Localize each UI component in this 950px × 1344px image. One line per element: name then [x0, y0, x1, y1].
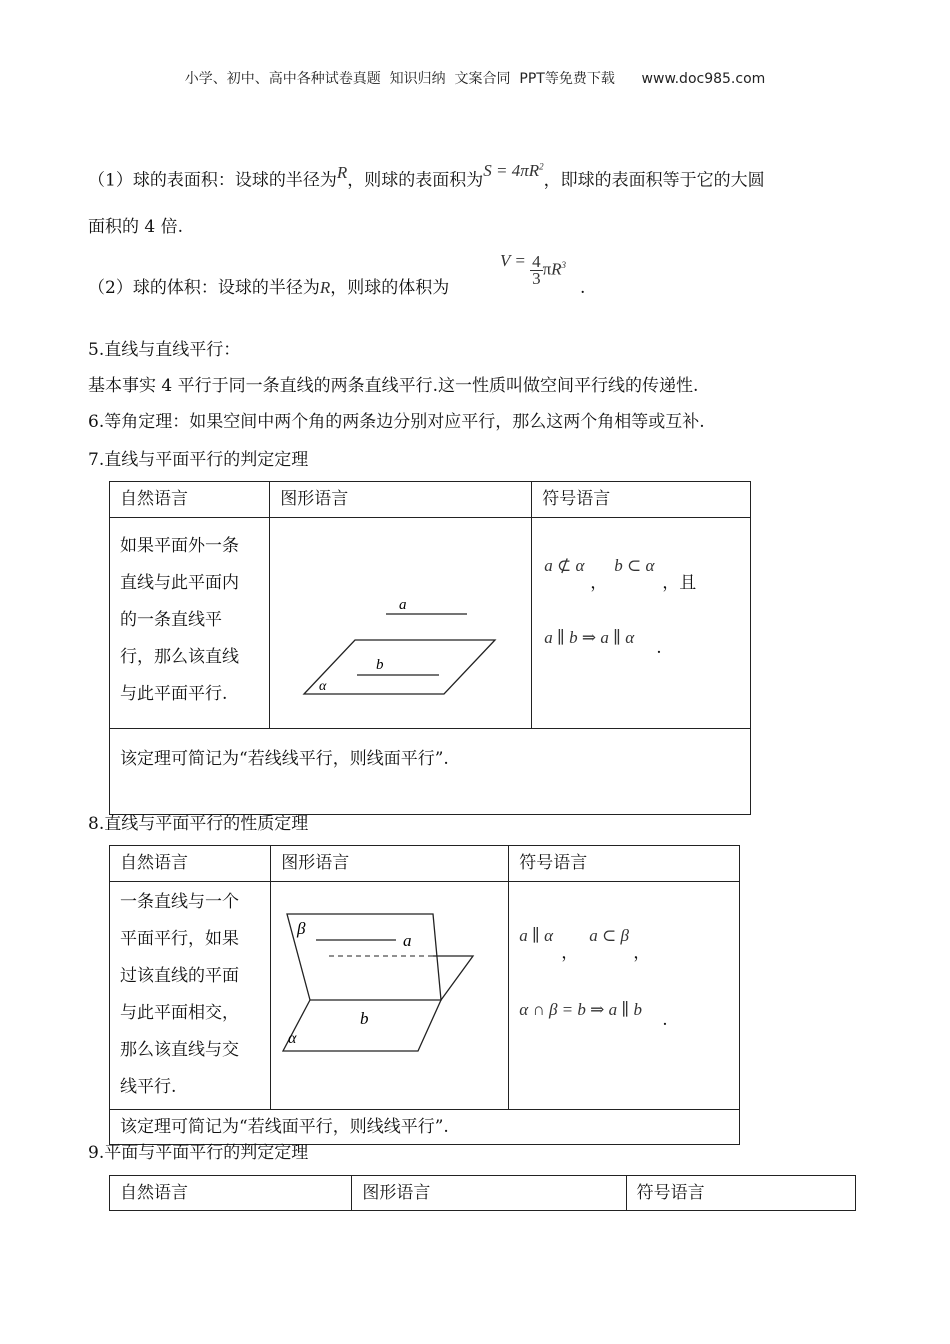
section-9-table [109, 1175, 856, 1211]
s8-natural-line: 平面平行，如果 [120, 929, 239, 949]
s8-head-symbol-text: 符号语言 [519, 853, 588, 873]
area-formula [483, 161, 543, 180]
sphere-area-line [88, 160, 765, 193]
s7-head-figure-text: 图形语言 [280, 489, 349, 509]
volume-formula-exp: 3 [561, 259, 567, 270]
s7-head-natural [110, 482, 270, 518]
page-header: 小学、初中、高中各种试卷真题 知识归纳 文案合同 PPT等免费下载 www.doc985.com [184, 71, 766, 87]
sphere-volume-prefix: （2）球的体积：设球的半径为 [88, 278, 320, 298]
section-6-body: 6.等角定理：如果空间中两个角的两条边分别对应平行，那么这两个角相等或互补. [88, 412, 705, 432]
section-7-title: 7.直线与平面平行的判定定理 [88, 450, 309, 470]
sphere-area-mid: ，则球的表面积为 [347, 170, 484, 191]
s7-head-symbol-text: 符号语言 [542, 489, 611, 509]
s7-natural-cell [110, 518, 270, 729]
s8-sym3-end: . [662, 1010, 668, 1030]
radius-symbol: R [336, 162, 348, 182]
s8-natural-text [110, 882, 270, 1106]
label-a: a [403, 931, 412, 950]
s7-natural-line: 行，那么该直线 [120, 647, 239, 667]
sphere-volume-line [88, 276, 449, 300]
volume-formula-pi: π [542, 259, 552, 279]
s8-natural-line: 一条直线与一个 [120, 892, 239, 912]
section-8-table [109, 845, 740, 1145]
s8-natural-cell [110, 882, 271, 1110]
label-alpha: α [319, 679, 327, 694]
s7-sym2: b ⊂ α [614, 556, 655, 575]
s8-figure-cell [271, 882, 509, 1110]
sphere-area-line2: 面积的 4 倍. [88, 217, 184, 237]
s7-natural-line: 如果平面外一条 [120, 536, 239, 556]
s7-figure-cell [270, 518, 532, 729]
label-b: b [376, 657, 384, 673]
s8-natural-line: 与此平面相交， [120, 1003, 239, 1023]
s7-natural-text [110, 518, 269, 713]
line-plane-parallel-figure [270, 518, 531, 723]
radius-symbol-2: R [319, 278, 331, 297]
s8-sym2-sep: ， [633, 943, 651, 963]
s8-sym3: α ∩ β = b ⇒ a ∥ b [519, 1000, 643, 1019]
volume-formula-lhs: V = [500, 251, 526, 271]
s7-head-symbol [532, 482, 751, 518]
section-8-title: 8.直线与平面平行的性质定理 [88, 814, 309, 834]
s8-head-natural-text: 自然语言 [120, 853, 188, 873]
s8-symbol-cell [509, 882, 740, 1110]
label-b: b [360, 1009, 369, 1028]
s8-head-natural [110, 846, 271, 882]
s7-head-figure [270, 482, 532, 518]
line-plane-property-figure [271, 882, 508, 1104]
s9-head-natural-text: 自然语言 [120, 1183, 188, 1203]
s7-note-cell [110, 729, 751, 815]
s8-natural-line: 线平行. [120, 1077, 177, 1097]
section-5-title: 5.直线与直线平行： [88, 340, 241, 360]
sphere-area-prefix: （1）球的表面积：设球的半径为 [88, 170, 337, 191]
s7-symbol-cell [532, 518, 751, 729]
s8-natural-line: 过该直线的平面 [120, 966, 239, 986]
sphere-volume-mid: ，则球的体积为 [330, 278, 450, 298]
s9-head-figure-text: 图形语言 [362, 1183, 431, 1203]
s7-sym2-sep: ，且 [662, 573, 697, 593]
s8-sym1: a ∥ α [519, 926, 554, 945]
volume-period: . [580, 278, 586, 298]
label-a: a [399, 597, 407, 613]
s8-head-symbol [509, 846, 740, 882]
section-9-title: 9.平面与平面平行的判定定理 [88, 1143, 309, 1163]
area-formula-r: R [528, 160, 540, 180]
section-7-table [109, 481, 751, 815]
s8-symbol-content [509, 882, 739, 1104]
s8-head-figure [271, 846, 509, 882]
s9-head-symbol [626, 1176, 855, 1211]
s7-natural-line: 直线与此平面内 [120, 573, 239, 593]
plane-alpha [304, 640, 495, 694]
plane-beta [287, 914, 441, 1000]
sphere-area-suffix: ，即球的表面积等于它的大圆 [543, 170, 765, 191]
area-formula-lhs: S = 4π [483, 160, 529, 180]
area-formula-exp: 2 [539, 161, 544, 171]
label-alpha: α [288, 1030, 297, 1047]
s9-head-figure [352, 1176, 626, 1211]
s7-sym1-sep: ， [590, 573, 608, 593]
volume-fraction-den: 3 [532, 269, 541, 288]
s7-note: 该定理可简记为“若线线平行，则线面平行”. [120, 749, 449, 769]
s7-sym3-end: . [656, 638, 662, 658]
volume-formula-r: R [551, 259, 562, 279]
s8-sym2: a ⊂ β [589, 926, 629, 945]
s7-sym3: a ∥ b ⇒ a ∥ α [544, 628, 635, 647]
volume-formula [500, 251, 567, 288]
s7-natural-line: 的一条直线平 [120, 610, 222, 630]
section-5-body: 基本事实 4 平行于同一条直线的两条直线平行.这一性质叫做空间平行线的传递性. [88, 376, 699, 396]
s9-head-symbol-text: 符号语言 [636, 1183, 705, 1203]
s8-note-cell [110, 1110, 740, 1145]
s9-head-natural [110, 1176, 352, 1211]
s7-natural-line: 与此平面平行. [120, 684, 228, 704]
s7-symbol-content [532, 518, 750, 723]
s8-note: 该定理可简记为“若线面平行，则线线平行”. [120, 1117, 449, 1137]
s8-sym1-sep: ， [561, 943, 579, 963]
s8-head-figure-text: 图形语言 [281, 853, 350, 873]
volume-fraction [530, 254, 543, 287]
volume-fraction-num: 4 [532, 252, 541, 271]
s7-sym1: a ⊄ α [544, 556, 585, 575]
label-beta: β [297, 919, 306, 938]
s7-head-natural-text: 自然语言 [120, 489, 188, 509]
s8-natural-line: 那么该直线与交 [120, 1040, 239, 1060]
